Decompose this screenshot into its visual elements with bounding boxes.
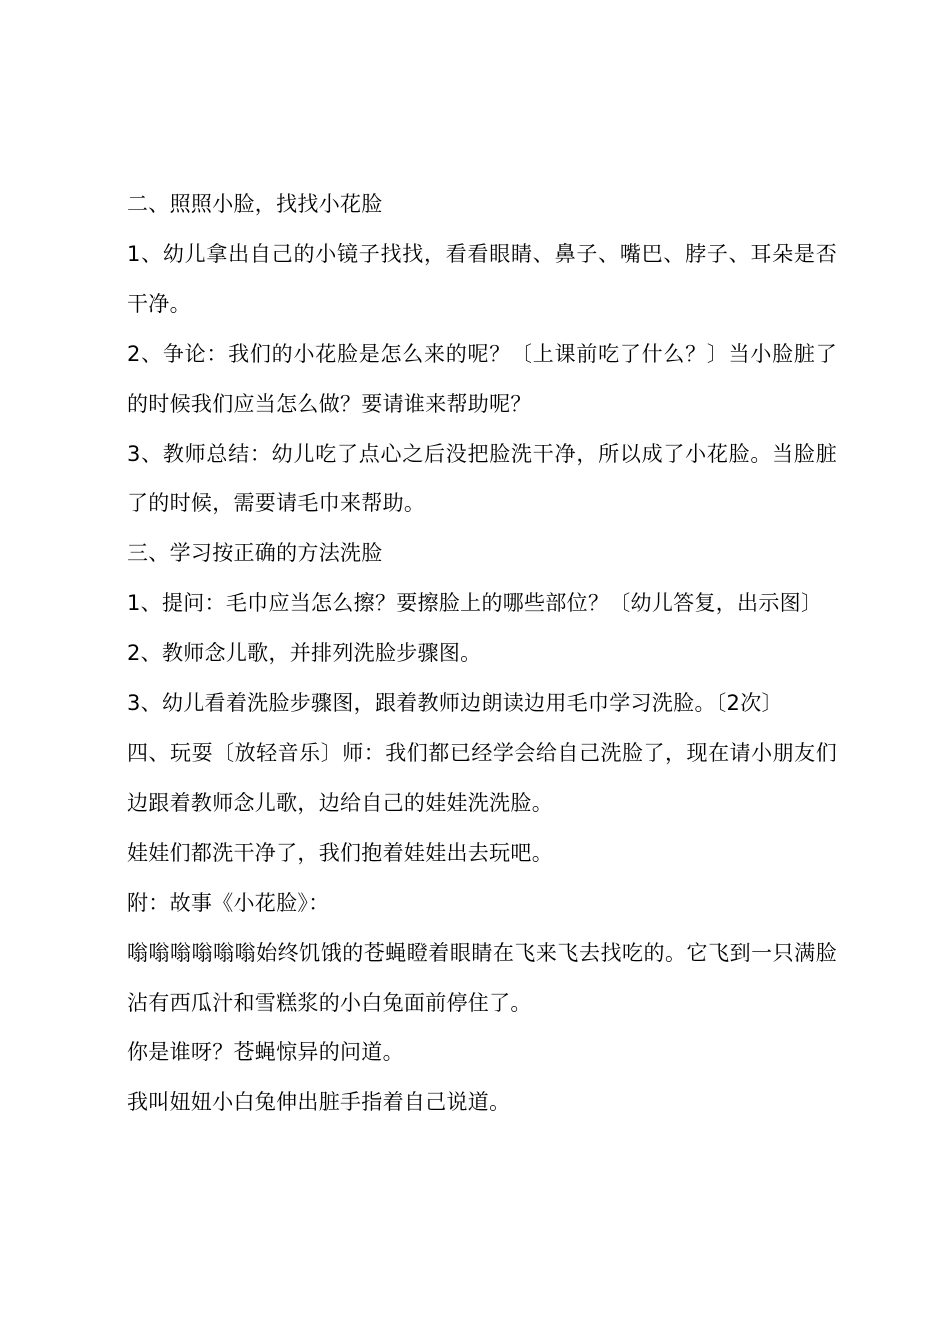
paragraph-step-practice: 3、幼儿看着洗脸步骤图，跟着教师边朗读边用毛巾学习洗脸。〔2次〕	[127, 691, 783, 716]
section-heading-wash-method: 三、学习按正确的方法洗脸	[127, 541, 383, 566]
paragraph-step-mirror: 1、幼儿拿出自己的小镜子找找，看看眼睛、鼻子、嘴巴、脖子、耳朵是否干净。	[127, 241, 837, 316]
appendix-title: 附：故事《小花脸》：	[127, 890, 330, 915]
paragraph-step-summary: 3、教师总结：幼儿吃了点心之后没把脸洗干净，所以成了小花脸。当脸脏了的时候，需要请毛巾来帮助。	[127, 441, 837, 516]
section-heading-play: 四、玩耍〔放轻音乐〕师：我们都已经学会给自己洗脸了，现在请小朋友们边跟着教师念儿歌，边给自己的娃娃洗洗脸。	[127, 740, 837, 815]
story-paragraph-answer: 我叫妞妞小白兔伸出脏手指着自己说道。	[127, 1090, 511, 1115]
document-body	[127, 180, 837, 1128]
story-paragraph-question: 你是谁呀？苍蝇惊异的问道。	[127, 1040, 404, 1065]
story-paragraph-fly: 嗡嗡嗡嗡嗡嗡始终饥饿的苍蝇瞪着眼睛在飞来飞去找吃的。它飞到一只满脸沾有西瓜汁和雪糕浆的小白兔面前停住了。	[127, 940, 837, 1015]
paragraph-step-rhyme: 2、教师念儿歌，并排列洗脸步骤图。	[127, 641, 482, 666]
paragraph-step-question: 1、提问：毛巾应当怎么擦？要擦脸上的哪些部位？〔幼儿答复，出示图〕	[127, 591, 823, 616]
section-heading-look-at-faces: 二、照照小脸，找找小花脸	[127, 192, 383, 216]
paragraph-step-discuss: 2、争论：我们的小花脸是怎么来的呢？〔上课前吃了什么？〕当小脸脏了的时候我们应当怎么做？要请谁来帮助呢？	[127, 341, 837, 416]
paragraph-dolls-clean: 娃娃们都洗干净了，我们抱着娃娃出去玩吧。	[127, 840, 553, 865]
